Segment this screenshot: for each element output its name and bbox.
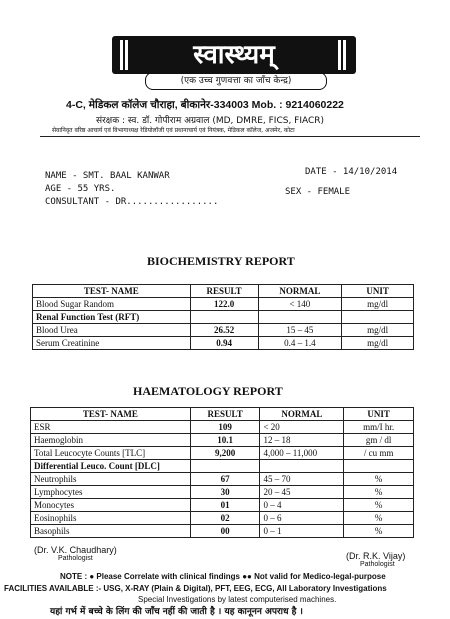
cell-test: Eosinophils xyxy=(31,512,191,525)
column-header: NORMAL xyxy=(260,408,344,421)
report-note: NOTE : ● Please Correlate with clinical findings ●● Not valid for Medico-legal-purpose xyxy=(60,572,386,581)
header-divider xyxy=(40,136,420,137)
haematology-title: HAEMATOLOGY REPORT xyxy=(133,384,283,398)
cell-normal: < 140 xyxy=(258,298,342,311)
logo-bars-right xyxy=(338,40,348,70)
haematology-row xyxy=(31,512,414,525)
cell-normal: < 20 xyxy=(260,421,344,434)
column-header: UNIT xyxy=(342,285,414,298)
cell-normal: 12 – 18 xyxy=(260,434,344,447)
cell-test: Serum Creatinine xyxy=(33,337,191,350)
biochemistry-title: BIOCHEMISTRY REPORT xyxy=(147,254,295,268)
report-date: DATE - 14/10/2014 xyxy=(305,167,398,177)
cell-unit: gm / dl xyxy=(344,434,414,447)
haematology-row xyxy=(31,473,414,486)
column-header: RESULT xyxy=(190,408,260,421)
lab-address: 4-C, मेडिकल कॉलेज चौराहा, बीकानेर-334003 Mob. : 9214060222 xyxy=(66,99,344,111)
biochemistry-row xyxy=(33,337,414,350)
cell-result: 9,200 xyxy=(190,447,260,460)
cell-result: 02 xyxy=(190,512,260,525)
section-row xyxy=(33,311,414,324)
signature-right-name: (Dr. R.K. Vijay) xyxy=(346,551,406,561)
cell-normal: 4,000 – 11,000 xyxy=(260,447,344,460)
cell-test: Lymphocytes xyxy=(31,486,191,499)
cell-test: ESR xyxy=(31,421,191,434)
haematology-row xyxy=(31,447,414,460)
cell-unit: mm/I hr. xyxy=(344,421,414,434)
cell-result: 122.0 xyxy=(190,298,258,311)
biochemistry-row xyxy=(33,324,414,337)
patient-name: NAME - SMT. BAAL KANWAR xyxy=(45,171,170,181)
cell-result: 10.1 xyxy=(190,434,260,447)
lab-logo xyxy=(112,36,356,74)
biochemistry-table xyxy=(32,284,414,350)
cell-unit: / cu mm xyxy=(344,447,414,460)
special-investigations: Special Investigations by latest computerised machines. xyxy=(138,595,337,604)
cell-unit: % xyxy=(344,525,414,538)
cell-result: 109 xyxy=(190,421,260,434)
cell-test: Blood Sugar Random xyxy=(33,298,191,311)
signature-left xyxy=(34,545,117,562)
cell-test: Monocytes xyxy=(31,499,191,512)
cell-normal: 15 – 45 xyxy=(258,324,342,337)
cell-result xyxy=(190,311,258,324)
cell-test: Renal Function Test (RFT) xyxy=(33,311,191,324)
cell-unit: mg/dl xyxy=(342,324,414,337)
column-header: TEST- NAME xyxy=(33,285,191,298)
patient-age: AGE - 55 YRS. xyxy=(45,184,116,194)
cell-unit: % xyxy=(344,499,414,512)
section-row xyxy=(31,460,414,473)
column-header: RESULT xyxy=(190,285,258,298)
haematology-table xyxy=(30,407,414,538)
cell-unit: mg/dl xyxy=(342,337,414,350)
haematology-row xyxy=(31,434,414,447)
signature-left-role: Pathologist xyxy=(58,555,93,562)
cell-test: Haemoglobin xyxy=(31,434,191,447)
column-header: NORMAL xyxy=(258,285,342,298)
cell-result: 26.52 xyxy=(190,324,258,337)
patron-details: सेवानिवृत वरिष्ठ आचार्य एवं विभागाध्यक्ष रेडियोलॉजी एवं प्रधानाचार्य एवं नियंत्रक, मेडिकल कॉलेज, अजमेर, कोटा xyxy=(52,127,295,134)
column-header: UNIT xyxy=(344,408,414,421)
cell-test: Basophils xyxy=(31,525,191,538)
cell-result xyxy=(190,460,260,473)
haematology-row xyxy=(31,486,414,499)
tagline: (एक उच्च गुणवत्ता का जाँच केन्द्र) xyxy=(145,72,327,90)
cell-normal: 0 – 1 xyxy=(260,525,344,538)
cell-test: Differential Leuco. Count [DLC] xyxy=(31,460,191,473)
cell-test: Total Leucocyte Counts [TLC] xyxy=(31,447,191,460)
signature-right xyxy=(346,551,405,568)
cell-result: 01 xyxy=(190,499,260,512)
cell-normal: 0.4 – 1.4 xyxy=(258,337,342,350)
cell-unit xyxy=(342,311,414,324)
haematology-row xyxy=(31,421,414,434)
cell-normal xyxy=(260,460,344,473)
cell-test: Blood Urea xyxy=(33,324,191,337)
logo-bars-left xyxy=(120,40,130,70)
logo-text: स्वास्थ्यम् xyxy=(193,40,275,70)
cell-normal: 0 – 6 xyxy=(260,512,344,525)
patron: संरक्षक : स्व. डॉ. गोपीराम अग्रवाल (MD, DMRE, FICS, FIACR) xyxy=(96,116,325,126)
cell-unit: % xyxy=(344,486,414,499)
cell-result: 30 xyxy=(190,486,260,499)
cell-normal: 0 – 4 xyxy=(260,499,344,512)
cell-unit: % xyxy=(344,512,414,525)
cell-unit: % xyxy=(344,473,414,486)
signature-left-name: (Dr. V.K. Chaudhary) xyxy=(34,545,117,555)
cell-unit: mg/dl xyxy=(342,298,414,311)
facilities: FACILITIES AVAILABLE :- USG, X-RAY (Plain & Digital), PFT, EEG, ECG, All Laboratory Investigations xyxy=(4,584,387,593)
biochemistry-row xyxy=(33,298,414,311)
haematology-row xyxy=(31,525,414,538)
signature-right-role: Pathologist xyxy=(360,561,395,568)
legal-warning: यहां गर्भ में बच्चे के लिंग की जाँच नहीं की जाती है । यह कानूनन अपराध है । xyxy=(50,607,303,617)
patient-sex: SEX - FEMALE xyxy=(285,187,351,197)
cell-normal: 45 – 70 xyxy=(260,473,344,486)
cell-normal xyxy=(258,311,342,324)
cell-result: 00 xyxy=(190,525,260,538)
cell-test: Neutrophils xyxy=(31,473,191,486)
cell-normal: 20 – 45 xyxy=(260,486,344,499)
consultant: CONSULTANT - DR................. xyxy=(45,197,219,207)
column-header: TEST- NAME xyxy=(31,408,191,421)
haematology-row xyxy=(31,499,414,512)
cell-unit xyxy=(344,460,414,473)
cell-result: 0.94 xyxy=(190,337,258,350)
cell-result: 67 xyxy=(190,473,260,486)
